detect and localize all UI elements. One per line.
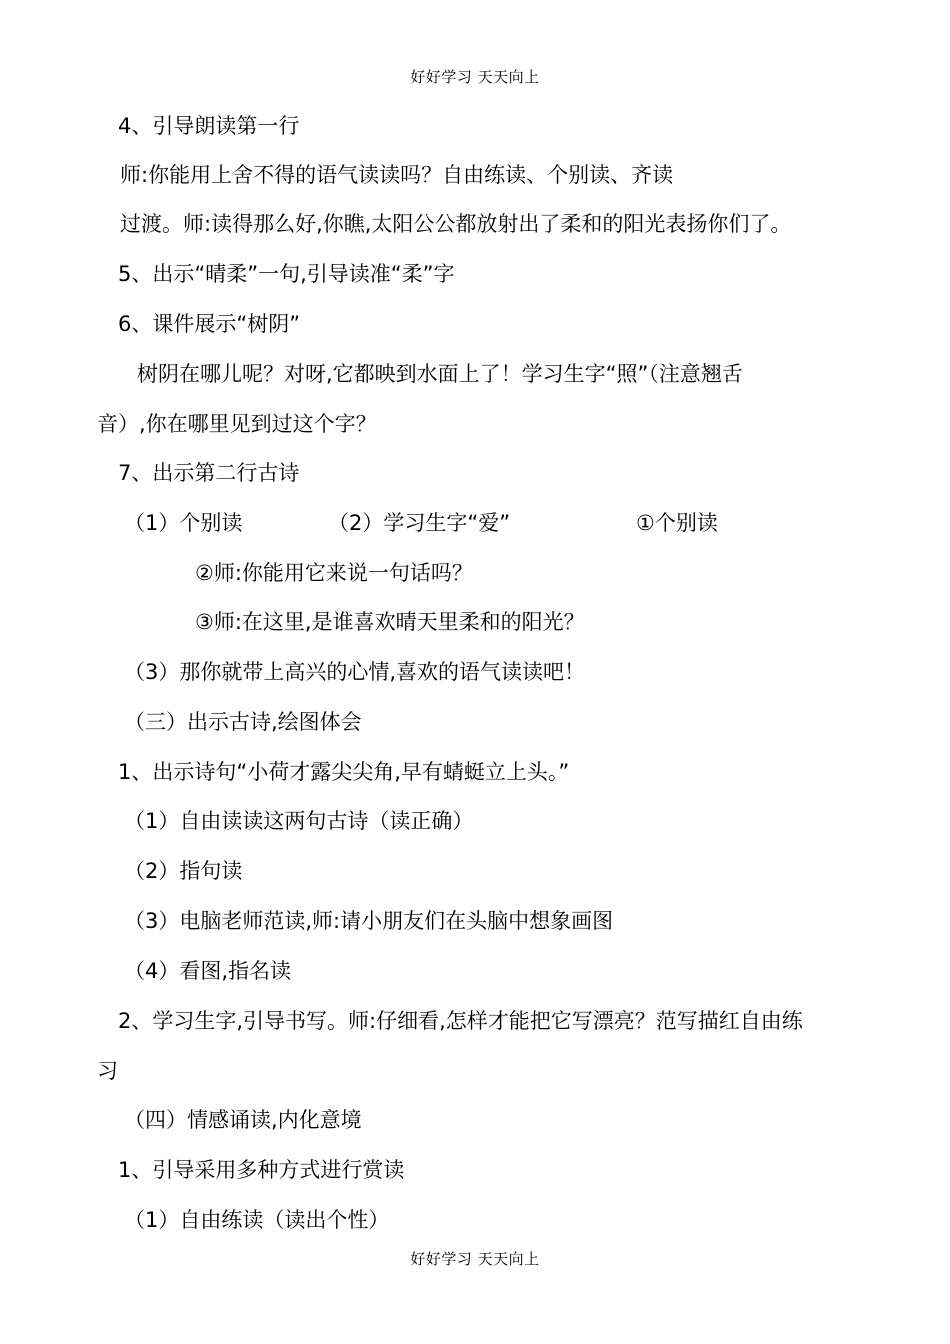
text-line-5: 6、课件展示“树阴” xyxy=(118,312,301,336)
text-line-1: 4、引导朗读第一行 xyxy=(118,114,300,138)
text-line-14: （1）自由读读这两句古诗（读正确） xyxy=(124,809,474,833)
page-footer: 好好学习 天天向上 xyxy=(410,1250,540,1268)
text-line-18: 2、学习生字,引导书写。师:仔细看,怎样才能把它写漂亮？范写描红自由练 xyxy=(118,1009,803,1033)
text-line-20: （四）情感诵读,内化意境 xyxy=(124,1108,362,1132)
text-line-22: （1）自由练读（读出个性） xyxy=(124,1208,390,1232)
text-line-7: 音）,你在哪里见到过这个字？ xyxy=(97,412,377,436)
text-line-17: （4）看图,指名读 xyxy=(124,959,292,983)
text-line-3: 过渡。师:读得那么好,你瞧,太阳公公都放射出了柔和的阳光表扬你们了。 xyxy=(120,212,792,236)
text-line-10: ③师:在这里,是谁喜欢晴天里柔和的阳光？ xyxy=(195,610,585,634)
text-line-16: （3）电脑老师范读,师:请小朋友们在头脑中想象画图 xyxy=(124,909,614,933)
text-line-19: 习 xyxy=(97,1059,118,1083)
text-line-8: 7、出示第二行古诗 xyxy=(118,461,300,485)
text-line-13: 1、出示诗句“小荷才露尖尖角,早有蜻蜓立上头。” xyxy=(118,760,570,784)
row7-item-2: （2）学习生字“爱” xyxy=(328,511,511,535)
text-line-21: 1、引导采用多种方式进行赏读 xyxy=(118,1158,405,1182)
page-header: 好好学习 天天向上 xyxy=(410,68,540,86)
text-line-9: ②师:你能用它来说一句话吗？ xyxy=(195,561,473,585)
text-line-12: （三）出示古诗,绘图体会 xyxy=(124,710,362,734)
row7-item-1: （1）个别读 xyxy=(124,511,243,535)
text-line-2: 师:你能用上舍不得的语气读读吗？自由练读、个别读、齐读 xyxy=(120,163,674,187)
text-line-6: 树阴在哪儿呢？对呀,它都映到水面上了！学习生字“照”（注意翘舌 xyxy=(137,362,743,386)
text-line-15: （2）指句读 xyxy=(124,859,243,883)
row7-item-3: ①个别读 xyxy=(636,511,718,535)
text-line-11: （3）那你就带上高兴的心情,喜欢的语气读读吧！ xyxy=(124,660,586,684)
text-line-4: 5、出示“晴柔”一句,引导读准“柔”字 xyxy=(118,262,455,286)
